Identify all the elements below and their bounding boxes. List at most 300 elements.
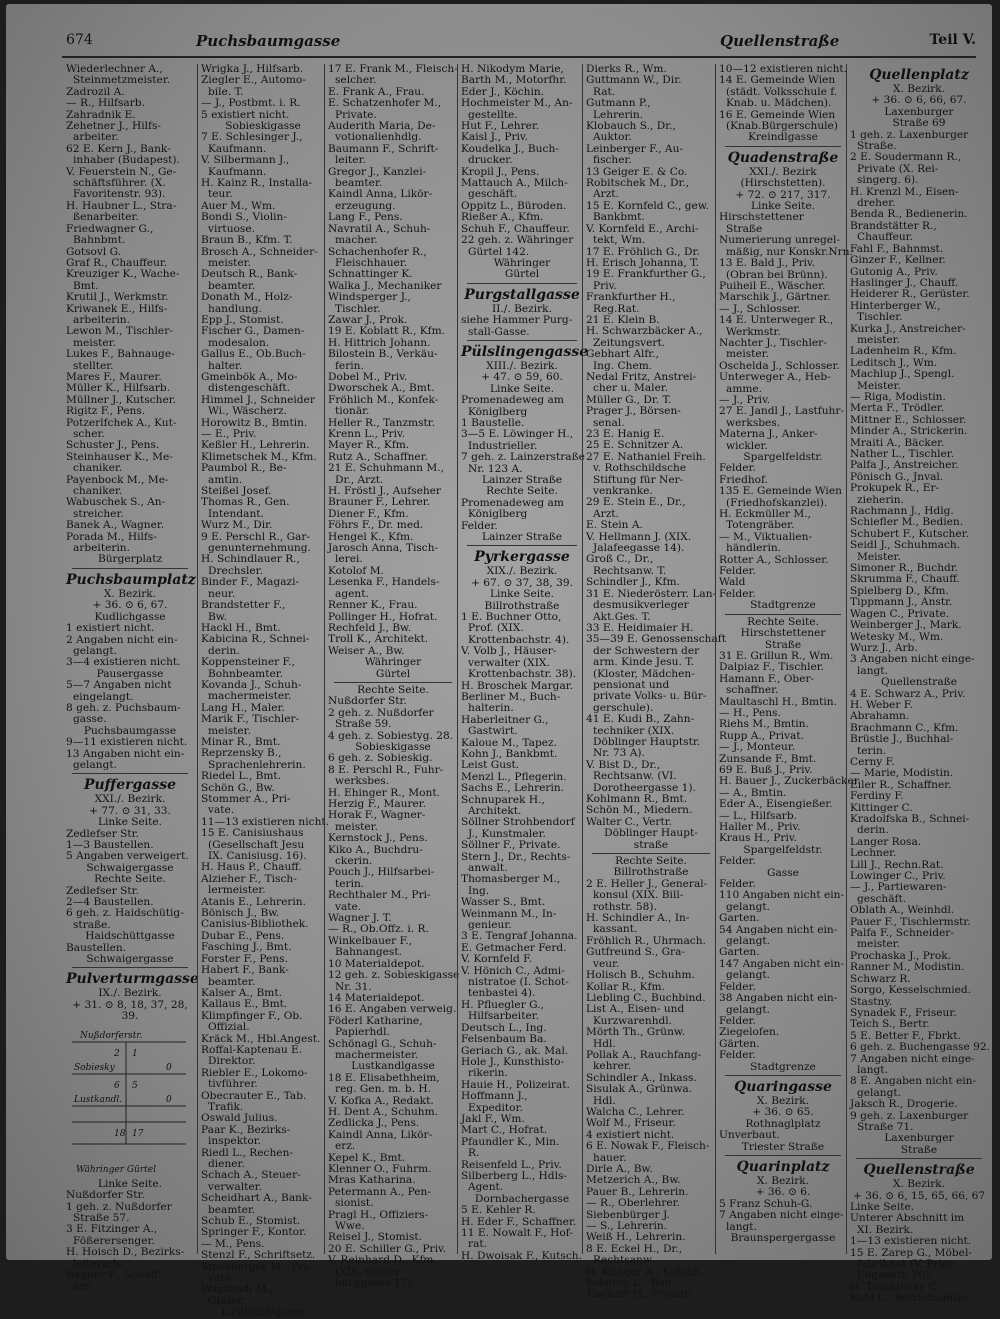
directory-entry: Klimetschek M., Kfm. <box>201 450 317 463</box>
directory-entry: Unterweger A., Heb- <box>719 371 831 384</box>
directory-entry: H. Ehinger R., Mont. <box>328 786 440 799</box>
directory-entry: tekt, Wm. <box>593 234 646 247</box>
directory-entry: Prochaska J., Prok. <box>850 949 952 962</box>
centered-label: Kudlichgasse <box>94 610 166 623</box>
directory-entry: techniker (XIX. <box>593 724 675 737</box>
directory-entry: 2 geh. z. Nußdorfer <box>328 706 434 719</box>
directory-entry: — Riga, Modistin. <box>850 390 946 403</box>
directory-entry: Lang F., Pens. <box>328 211 403 224</box>
centered-label: Spargelfeldstr. <box>743 451 823 463</box>
directory-entry: Kohl L., Betriebsleiter. <box>850 1292 971 1305</box>
centered-label: Bürgerplatz <box>97 553 163 566</box>
directory-entry: Kräck M., Hbl.Angest. <box>201 1032 321 1045</box>
directory-entry: Schön G., Bw. <box>201 781 275 794</box>
map-house-number: 17 <box>132 1128 144 1139</box>
directory-entry: Kaloue M., Tapez. <box>461 736 557 749</box>
directory-entry: Silberberg L., Hdls- <box>461 1169 567 1182</box>
directory-entry: Kallaus E., Bmt. <box>201 998 288 1011</box>
directory-entry: singerg. 6). <box>857 174 919 187</box>
directory-entry: Bw. <box>208 610 227 623</box>
directory-entry: Föderl Katharine, <box>328 1014 423 1027</box>
map-street-label: Nußdorferstr. <box>80 1030 143 1041</box>
directory-entry: Gastwirt. <box>468 725 518 738</box>
directory-entry: genunternehmung. <box>208 542 311 555</box>
directory-entry: V. Hellmann J. (XIX. <box>586 530 692 543</box>
directory-entry: Bilostein B., Verkäu- <box>328 348 438 361</box>
directory-entry: arbeiter. <box>73 131 119 144</box>
directory-entry: Sprachenlehrerin. <box>208 758 306 771</box>
directory-entry: Rechtsanw. T. <box>593 564 667 577</box>
directory-entry: Zedlefser Str. <box>66 827 139 840</box>
directory-entry: Bagner F., Schaff- <box>66 1268 162 1281</box>
street-heading: Purgstallgasse <box>464 286 580 303</box>
directory-entry: Numerierung unregel- <box>719 234 840 247</box>
directory-entry: 13 Angaben nicht ein- <box>66 747 185 760</box>
directory-entry: Bondi S., Violin- <box>201 211 287 224</box>
directory-entry: Weinmann M., In- <box>461 907 557 920</box>
directory-entry: Jalafeegasse 14). <box>593 542 685 555</box>
directory-entry: Schindler J., Kfm. <box>586 576 680 589</box>
directory-entry: Wurz M., Dir. <box>201 519 273 532</box>
directory-entry: — Marie, Modistin. <box>850 767 954 780</box>
directory-entry: Stenzl F., Schriftsetz. <box>201 1249 316 1262</box>
directory-entry: 3—4 existieren nicht. <box>66 656 181 669</box>
directory-entry: Scheidhart A., Bank- <box>201 1192 312 1205</box>
directory-entry: H. Nikodym Marie, <box>461 63 564 75</box>
directory-entry: 3 Angaben nicht einge- <box>850 653 975 666</box>
directory-page <box>6 4 992 1319</box>
directory-entry: 3—5 E. Löwinger H., <box>461 428 574 441</box>
directory-entry: Deutsch R., Bank- <box>201 268 298 281</box>
directory-entry: Dorotheergasse 1). <box>593 781 696 794</box>
directory-entry: Arzt. <box>593 507 619 520</box>
directory-entry: Porada M., Hilfs- <box>66 530 157 543</box>
directory-entry: Kaindl Anna, Likör- <box>328 188 433 201</box>
directory-entry: Wabuschek S., An- <box>66 496 166 509</box>
directory-entry: (Gesellschaft Jesu <box>208 838 305 851</box>
directory-entry: chaniker. <box>73 485 123 498</box>
directory-entry: Müllner J., Kutscher. <box>66 393 176 406</box>
directory-entry: Steißel Josef. <box>201 485 272 498</box>
directory-column <box>715 63 861 1254</box>
directory-entry: Mares F., Maurer. <box>66 370 162 383</box>
centered-label: + 36. ⊙ 65. <box>752 1106 814 1119</box>
centered-label: + 36. ⊙ 6, 15, 65, 66, 67 <box>852 1189 986 1202</box>
directory-entry: Robitschek M., Dr., <box>586 177 690 190</box>
centered-label: Schwaigergasse <box>86 861 174 874</box>
directory-entry: machermeister. <box>208 690 292 703</box>
centered-label: Lainzer Straße <box>481 474 563 486</box>
directory-entry: Skrumma F., Chauff. <box>850 573 960 586</box>
directory-entry: Hoffmann J., <box>461 1090 528 1103</box>
directory-entry: Ranner M., Modistin. <box>850 961 965 974</box>
centered-label: X. Bezirk. <box>892 1178 946 1191</box>
directory-entry: 7 Angaben nicht einge- <box>719 1209 844 1222</box>
directory-entry: Springer F., Kontor. <box>201 1226 307 1239</box>
centered-label: Billrothstraße <box>484 599 560 612</box>
directory-entry: 4 existiert nicht. <box>586 1128 675 1141</box>
directory-entry: Sachs E., Lehrerin. <box>461 782 565 795</box>
directory-entry: amme. <box>726 382 763 395</box>
header-left-title: Puchsbaumgasse <box>196 32 341 50</box>
directory-entry: Fasching J., Bmt. <box>201 941 292 954</box>
directory-entry: Kurka J., Anstreicher- <box>850 322 966 335</box>
directory-entry: Kriwanek E., Hilfs- <box>66 302 168 315</box>
directory-entry: V. Kofka A., Redakt. <box>328 1094 434 1107</box>
directory-entry: (Knab.Bürgerschule) <box>726 120 838 133</box>
directory-entry: 8 geh. z. Puchsbaum- <box>66 701 181 714</box>
directory-entry: meister. <box>208 256 251 269</box>
directory-entry: 16 E. Gemeinde Wien <box>719 108 836 121</box>
directory-entry: Promenadeweg am <box>461 394 564 407</box>
street-heading: Pulverturmgasse <box>66 971 199 988</box>
directory-entry: 135 E. Gemeinde Wien <box>719 485 842 498</box>
map-house-number: 0 <box>166 1062 172 1073</box>
directory-entry: Kreuziger K., Wache- <box>66 268 180 281</box>
directory-entry: eingelangt. <box>73 690 134 703</box>
section-separator <box>467 340 577 341</box>
directory-entry: Mraiti A., Bäcker. <box>850 436 945 449</box>
directory-entry: kehrer. <box>593 1060 632 1073</box>
directory-entry: 110 Angaben nicht ein- <box>719 889 845 902</box>
directory-entry: Krottenbachstr. 38). <box>468 668 577 681</box>
directory-entry: Nather L., Tischler. <box>850 448 955 460</box>
centered-label: XXI./. Bezirk <box>749 165 817 178</box>
centered-label: Währinger <box>364 656 422 669</box>
directory-entry: H. Eckmüller M., <box>719 508 811 521</box>
directory-entry: — R., Hilfsarb. <box>66 97 145 110</box>
directory-entry: Müller K., Hilfsarb. <box>66 382 171 395</box>
directory-entry: Bahnbmt. <box>73 234 126 247</box>
directory-entry: vate. <box>335 900 362 913</box>
directory-entry: Schnuparek H., <box>461 793 545 806</box>
directory-entry: Werkmstr. <box>726 325 781 338</box>
directory-entry: fabrikant (V. Prinz <box>857 1258 955 1271</box>
directory-entry: Felder. <box>719 1049 756 1062</box>
directory-entry: 7 geh. z. Lainzerstraße <box>461 451 585 464</box>
directory-entry: Eder A., Eisengießer. <box>719 798 833 811</box>
directory-entry: diener. <box>208 1158 245 1170</box>
centered-label: Gürtel <box>504 268 540 281</box>
directory-entry: gelangt. <box>726 900 770 913</box>
directory-entry: cher u. Maler. <box>593 382 669 395</box>
directory-entry: 6 geh. z. Sobieskig. <box>328 752 433 765</box>
directory-entry: H. Dent A., Schuhm. <box>328 1105 439 1118</box>
directory-entry: desmusikverleger <box>593 599 689 612</box>
directory-entry: Kotolof M. <box>328 564 384 577</box>
directory-entry: — J., Postbmt. i. R. <box>201 97 301 110</box>
directory-entry: Barth M., Motorfhr. <box>461 74 567 87</box>
directory-entry: Atanis E., Lehrerin. <box>201 895 306 908</box>
centered-label: 39. <box>121 1010 139 1023</box>
directory-entry: H. Dwoisak F., Kutsch. <box>461 1249 582 1262</box>
directory-entry: Fischer G., Damen- <box>201 325 305 338</box>
centered-label: Rothnaglplatz <box>745 1117 821 1130</box>
directory-entry: — M., Pens. <box>201 1237 265 1250</box>
map-street-label: Sobiesky <box>74 1062 115 1073</box>
directory-entry: verwalter (XIX. <box>468 656 550 669</box>
directory-entry: — R., Oberlehrer. <box>586 1197 680 1210</box>
directory-entry: Habert F., Bank- <box>201 964 289 977</box>
directory-entry: 14 E. Gemeinde Wien <box>719 74 836 87</box>
directory-entry: Paumbol R., Be- <box>201 462 287 475</box>
street-heading: Quellenplatz <box>869 67 969 83</box>
map-house-number: 5 <box>132 1080 138 1091</box>
directory-entry: meister. <box>857 333 900 346</box>
directory-entry: Meister. <box>857 379 901 392</box>
directory-entry: beamter. <box>208 1203 256 1216</box>
directory-entry: tivführer. <box>208 1078 258 1091</box>
directory-entry: Thomasberger M., <box>461 873 561 886</box>
directory-entry: Nedal Fritz, Anstrei- <box>586 370 697 383</box>
directory-entry: Krenn L., Priv. <box>328 428 406 440</box>
directory-entry: H. Kainz R., Installa- <box>201 177 313 190</box>
directory-entry: Kovanda J., Schuh- <box>201 678 302 691</box>
directory-entry: V. Hönich C., Admi- <box>461 964 565 977</box>
directory-entry: Haberleitner G., <box>461 713 549 726</box>
directory-entry: Tippmann J., Anstr. <box>850 596 953 609</box>
directory-entry: neur. <box>208 587 236 600</box>
directory-entry: Herzig F., Maurer. <box>328 798 427 810</box>
directory-entry: V. Reinhard D., Kfm. <box>328 1254 437 1267</box>
directory-entry: Walka J., Mechaniker <box>328 279 442 292</box>
centered-label: (Hirschstetten). <box>740 177 826 190</box>
directory-entry: Eiler R., Schaffner. <box>850 778 952 791</box>
directory-entry: terin. <box>335 877 365 890</box>
directory-entry: meister. <box>335 820 378 833</box>
directory-entry: 5—7 Angaben nicht <box>66 679 172 692</box>
centered-label: Rechte Seite. <box>615 855 687 868</box>
directory-entry: Offizial. <box>208 1021 250 1034</box>
directory-entry: gelangt. <box>73 758 117 771</box>
directory-entry: Oswald Julius. <box>201 1112 278 1125</box>
directory-entry: Rat. <box>593 85 616 98</box>
directory-entry: H. Broschek Margar. <box>461 679 574 692</box>
directory-entry: Walcha C., Lehrer. <box>586 1105 685 1118</box>
directory-entry: Alzieher F., Tisch- <box>201 872 297 885</box>
directory-entry: 9 E. Perschl R., Gar- <box>201 530 311 543</box>
centered-label: Pausergasse <box>96 667 164 680</box>
centered-label: Hirschstettener <box>740 627 826 640</box>
directory-entry: Palfa F., Schneider- <box>850 927 954 940</box>
directory-entry: E. Getmacher Ferd. <box>461 941 567 954</box>
directory-entry: Wagrandl M., <box>201 1283 274 1296</box>
directory-entry: gestellte. <box>468 108 518 121</box>
directory-entry: arm. Kinde Jesu. T. <box>593 656 695 669</box>
directory-entry: Hengel K., Kfm. <box>328 530 414 543</box>
directory-entry: streicher. <box>73 507 124 520</box>
directory-entry: Gärten. <box>719 1037 760 1050</box>
directory-entry: Zeitungsvert. <box>593 336 666 349</box>
centered-label: Linke Seite. <box>489 588 555 601</box>
directory-entry: Zedlicka J., Pens. <box>328 1117 420 1130</box>
directory-entry: modesalon. <box>208 336 270 349</box>
centered-label: Rechte Seite. <box>357 683 429 696</box>
directory-entry: Puiheil E., Wäscher. <box>719 279 826 292</box>
directory-entry: selcher. <box>335 74 377 87</box>
directory-entry: Canisius-Bibliothek. <box>201 918 309 931</box>
directory-entry: H. Klinger A., Kutsch. <box>586 1265 704 1278</box>
directory-entry: chaniker. <box>73 462 123 475</box>
directory-entry: bile. T. <box>208 85 244 98</box>
directory-entry: arbeiterin. <box>73 313 130 326</box>
directory-entry: 41 E. Kudi B., Zahn- <box>586 713 695 726</box>
directory-entry: Pfaundler K., Min. <box>461 1135 560 1148</box>
directory-entry: V. Feuerstein N., Ge- <box>66 165 177 178</box>
directory-entry: 5 Franz Schuh-G. <box>719 1197 813 1210</box>
centered-label: XXI./. Bezirk. <box>94 793 166 806</box>
directory-entry: Felsenbaum Ba. <box>461 1033 547 1046</box>
directory-entry: Lehrerin. <box>593 108 644 121</box>
directory-entry: 13 E. Bald J., Priv. <box>719 257 816 270</box>
directory-entry: Schuh F., Chauffeur. <box>461 222 570 235</box>
directory-entry: Schönagl G., Schuh- <box>328 1037 437 1050</box>
centered-label: Triester Straße <box>741 1140 825 1153</box>
directory-entry: arbeiterin. <box>73 542 130 555</box>
directory-entry: Wwe. <box>335 1220 365 1233</box>
directory-entry: Nr. 73 A). <box>593 747 645 760</box>
directory-entry: tionär. <box>335 405 370 418</box>
centered-label: Quellenstraße <box>880 676 958 689</box>
directory-entry: Deutsch L., Ing. <box>461 1021 547 1034</box>
directory-entry: Meister. <box>857 550 901 563</box>
directory-entry: 4 E. Schwarz A., Priv. <box>850 687 966 700</box>
directory-entry: agent. <box>335 587 369 600</box>
directory-entry: Sisulak A., Grünwa. <box>586 1083 693 1096</box>
directory-entry: Wurz J., Arb. <box>850 641 918 654</box>
directory-entry: 5 E. Kehler R. <box>461 1204 536 1217</box>
centered-label: Linke Seite. <box>97 816 163 829</box>
directory-entry: Wrigka J., Hilfsarb. <box>201 63 304 75</box>
centered-label: Linke Seite. <box>489 382 555 395</box>
directory-entry: Koudelka J., Buch- <box>461 142 559 155</box>
directory-entry: private Volks- u. Bür- <box>593 690 707 703</box>
directory-entry: Straße 57. <box>73 1211 130 1224</box>
directory-entry: Brosch A., Schneider- <box>201 245 318 258</box>
directory-entry: Jarosch Anna, Tisch- <box>328 542 439 555</box>
directory-entry: werksbes. <box>335 775 390 788</box>
directory-entry: Kraus H., Priv. <box>719 832 797 845</box>
directory-entry: Schach A., Steuer- <box>201 1169 301 1182</box>
directory-entry: Hdl. <box>593 1037 616 1050</box>
directory-entry: erz. <box>335 1140 356 1153</box>
directory-entry: Zehetner J., Hilfs- <box>66 120 161 133</box>
directory-entry: Priv. <box>593 279 617 292</box>
directory-entry: Chauffeur. <box>857 231 913 244</box>
directory-entry: Garten. <box>719 946 760 959</box>
directory-entry: 17 E. Frank M., Fleisch- <box>328 63 458 75</box>
directory-column <box>582 63 726 1301</box>
directory-entry: schäftsführer. (X. <box>73 177 166 190</box>
directory-entry: derin. <box>208 644 240 657</box>
directory-entry: Leinberger F., Au- <box>586 142 683 155</box>
centered-label: Sobieskigasse <box>225 120 301 133</box>
centered-label: X. Bezirk. <box>103 587 157 600</box>
directory-entry: Schachenhofer R., <box>328 245 427 258</box>
directory-entry: Wald <box>719 576 746 589</box>
directory-entry: rothstr. 58). <box>593 900 657 913</box>
directory-entry: H. Schindlauer R., <box>201 553 300 566</box>
directory-entry: Gutfreund S., Gra- <box>586 946 685 959</box>
directory-entry: meister. <box>73 336 116 349</box>
directory-entry: 69 E. Buß J., Priv. <box>719 763 813 776</box>
directory-entry: Fröhlich R., Uhrmach. <box>586 934 706 947</box>
directory-entry: Lechner. <box>850 847 897 860</box>
directory-entry: IX. Canisiusg. 16). <box>208 850 307 863</box>
directory-entry: Königlberg <box>468 405 528 418</box>
directory-entry: Industrieller. <box>468 439 538 452</box>
directory-entry: 4 geh. z. Sobiestyg. 28. <box>328 729 454 742</box>
directory-entry: stellter. <box>73 359 114 372</box>
directory-entry: Krutil J., Werkmstr. <box>66 291 169 304</box>
directory-entry: schaffner. <box>726 684 779 697</box>
directory-entry: Drechsler. <box>208 564 263 577</box>
directory-entry: derin. <box>857 824 889 837</box>
street-heading: Puchsbaumplatz <box>66 571 196 588</box>
directory-entry: H. Bauer J., Zuckerbäcker. <box>719 775 861 788</box>
directory-entry: Zahradnik E. <box>66 108 136 121</box>
directory-entry: Riedel L., Bmt. <box>201 770 282 783</box>
directory-entry: Weinberger J., Mark. <box>850 619 962 632</box>
directory-entry: Hirschstettener <box>719 211 804 224</box>
centered-label: XIII./. Bezirk. <box>486 359 558 372</box>
directory-entry: Söllner F., Private. <box>461 839 561 852</box>
directory-entry: (Kloster, Mädchen- <box>593 667 695 680</box>
directory-entry: 1—3 Baustellen. <box>66 839 154 851</box>
directory-entry: Ferdiny F. <box>850 790 904 803</box>
directory-entry: veur. <box>593 957 620 970</box>
directory-entry: Schindler A., Inkass. <box>586 1071 697 1084</box>
directory-entry: Brandstetter F., <box>201 599 286 612</box>
street-heading: Pyrkergasse <box>474 549 570 566</box>
directory-entry: rat. <box>468 1238 488 1251</box>
directory-entry: gelangt. <box>857 1086 901 1099</box>
directory-entry: Marik F., Tischler- <box>201 713 300 726</box>
directory-entry: 7 Angaben nicht einge- <box>850 1052 975 1065</box>
directory-entry: Epp J., Stomist. <box>201 313 284 326</box>
directory-entry: Hackl H., Bmt. <box>201 621 281 634</box>
map-house-number: 2 <box>114 1048 120 1059</box>
directory-entry: Steinhauser K., Me- <box>66 450 173 463</box>
directory-entry: 14 E. Unterweger R., <box>719 314 834 327</box>
directory-entry: drucker. <box>468 154 513 167</box>
directory-entry: Felder. <box>719 855 756 868</box>
directory-entry: Glaser. <box>208 1294 246 1307</box>
directory-entry: inhaber (Budapest). <box>73 154 180 167</box>
directory-entry: vate. <box>208 804 235 817</box>
directory-entry: Zadrozil A. <box>66 85 125 98</box>
directory-entry: Architekt. <box>468 804 522 817</box>
directory-entry: Zunsande F., Bmt. <box>719 752 817 765</box>
directory-entry: Pragl H., Offiziers- <box>328 1208 429 1221</box>
directory-entry: Gutmann P., <box>586 97 651 110</box>
directory-entry: Ing. Chem. <box>593 359 653 372</box>
directory-entry: ner. <box>73 1280 94 1293</box>
directory-column <box>197 63 330 1319</box>
directory-entry: Straße 71. <box>857 1120 914 1133</box>
directory-entry: beamter. <box>208 279 256 292</box>
directory-entry: Intendant. <box>208 507 264 520</box>
directory-entry: burggasse 17). <box>335 1277 416 1290</box>
directory-entry: zieherin. <box>857 493 904 506</box>
directory-entry: Kittinger C. <box>850 801 913 814</box>
centered-label: Döblinger Haupt- <box>604 827 698 840</box>
centered-label: IX./. Bezirk. <box>98 987 162 1000</box>
directory-entry: 13 Geiger E. & Co. <box>586 165 688 178</box>
centered-label: X. Bezirk. <box>756 1174 810 1187</box>
directory-entry: Merta F., Trödler. <box>850 402 945 415</box>
directory-entry: 2—4 Baustellen. <box>66 896 154 909</box>
